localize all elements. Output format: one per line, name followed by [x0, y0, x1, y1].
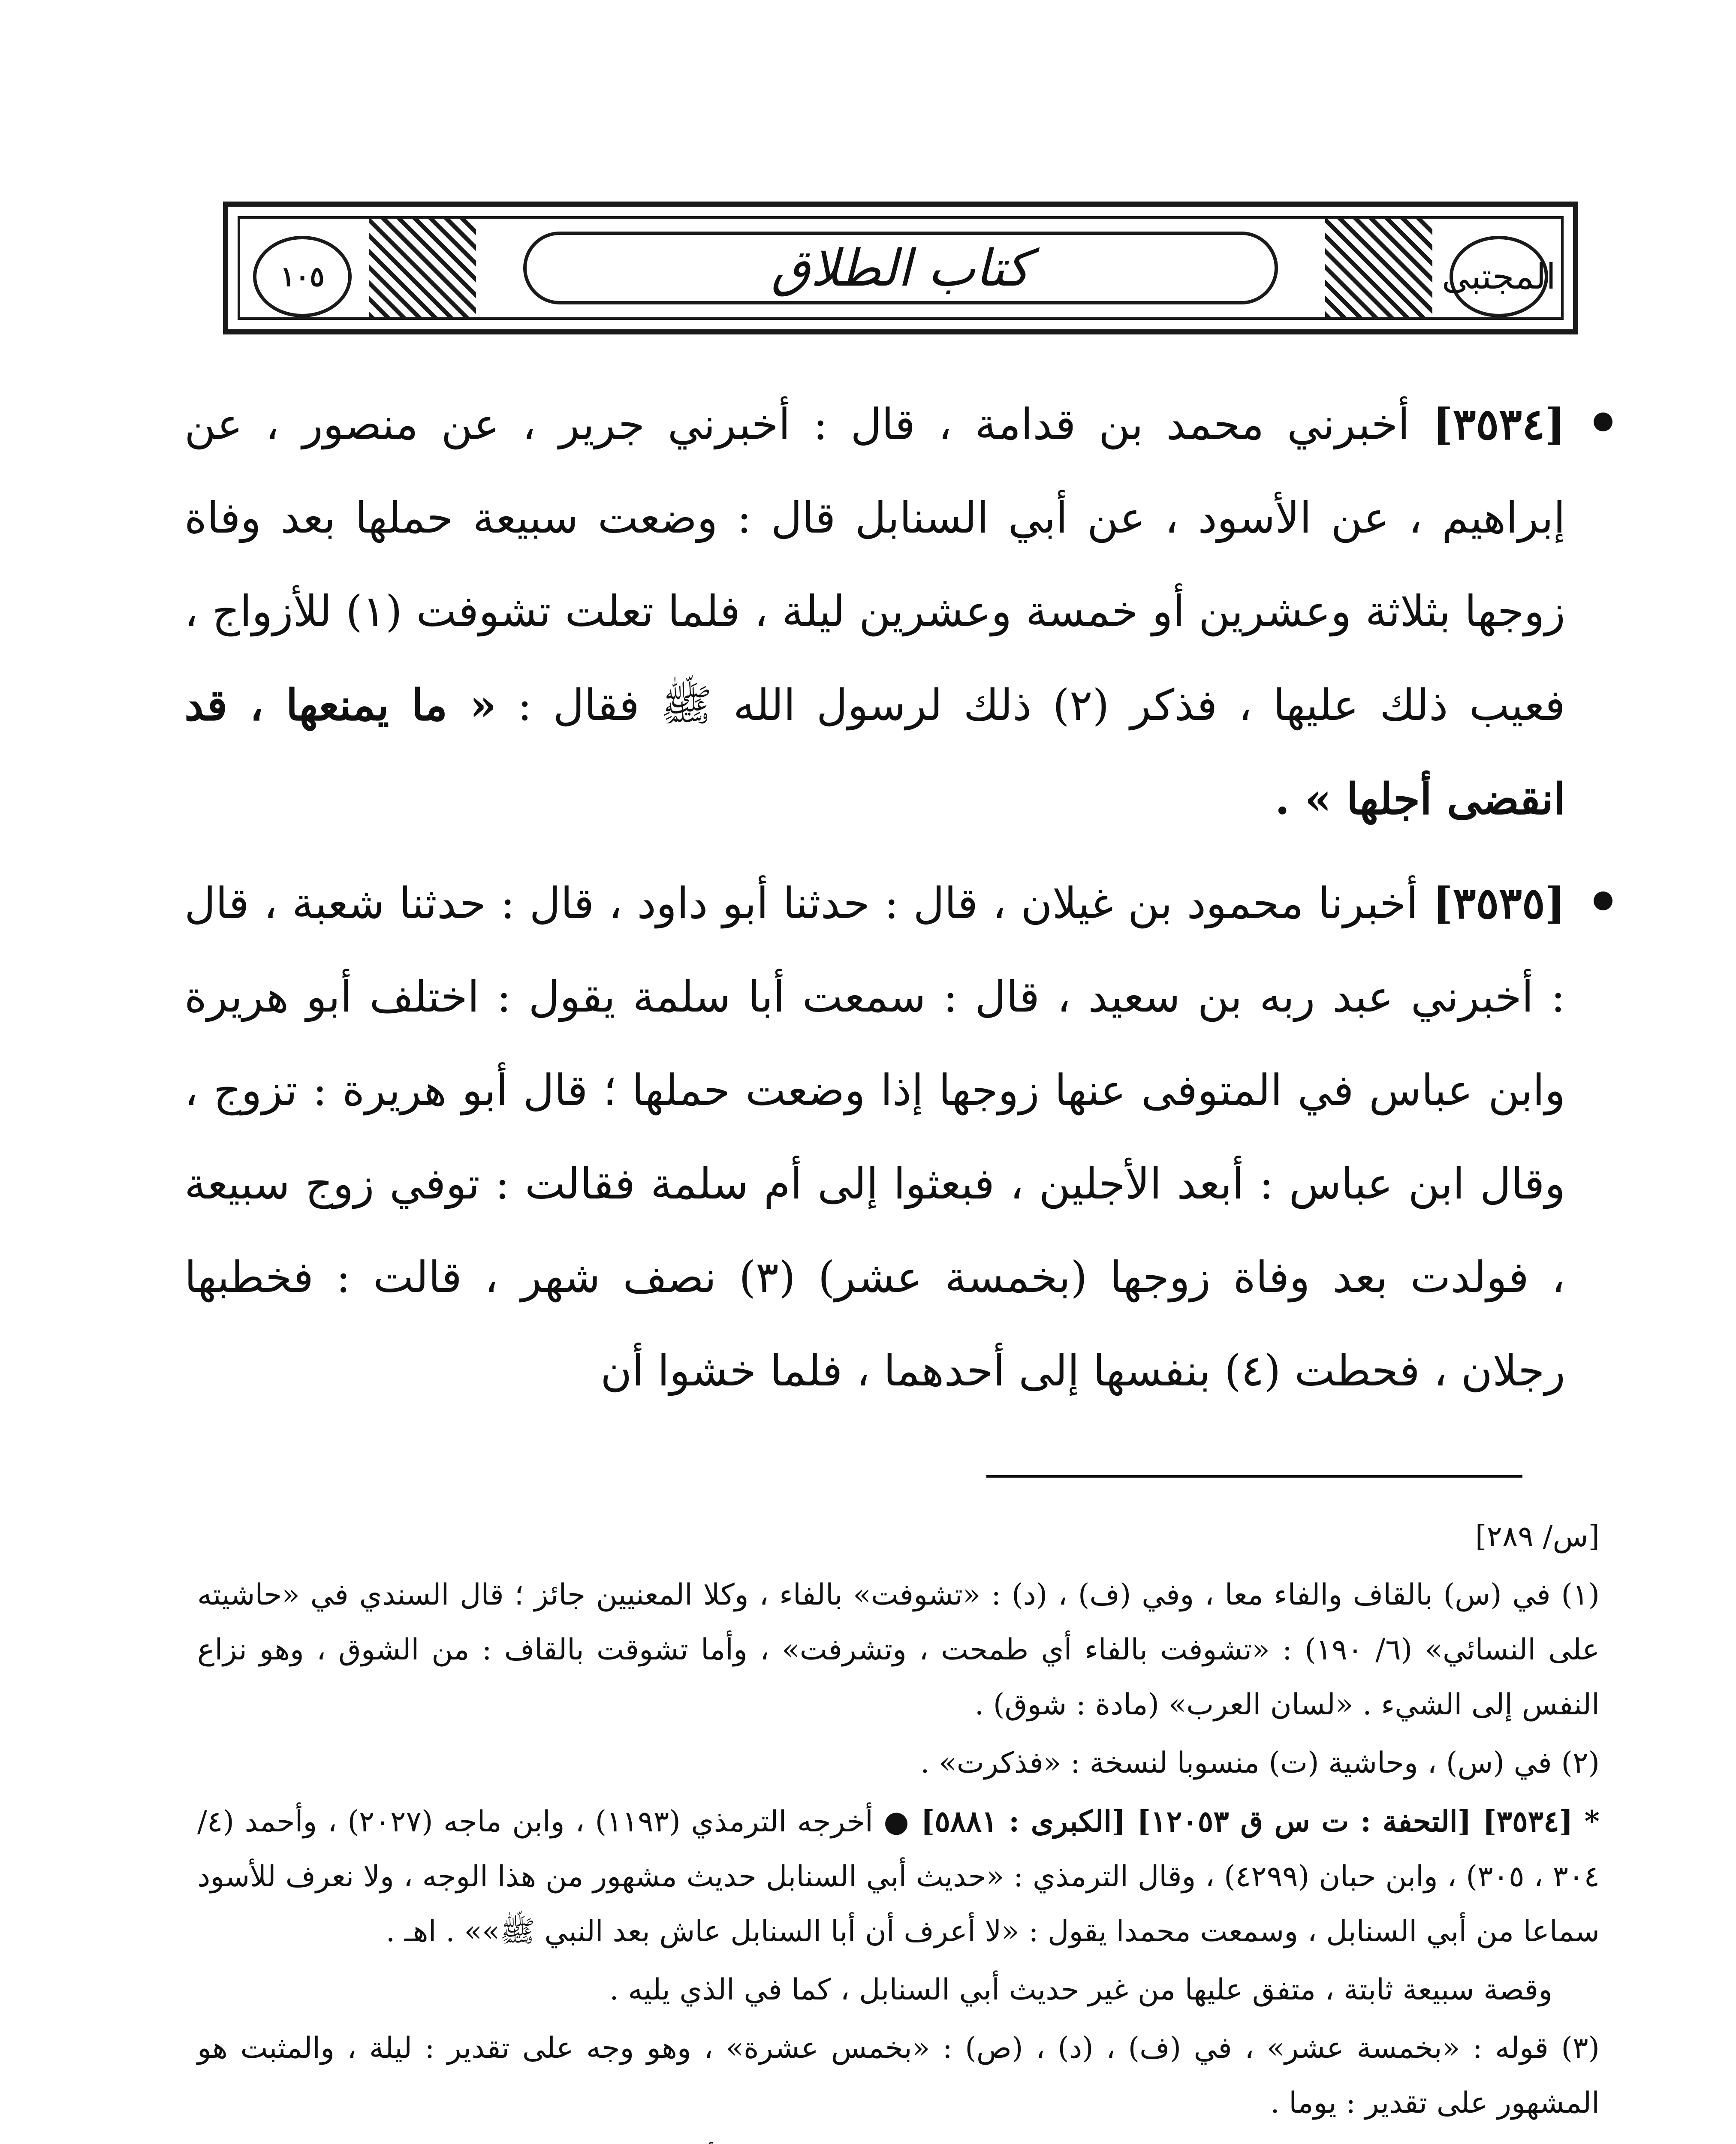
prophetic-quote: « ما يمنعها ، قد انقضى أجلها » . [184, 680, 1565, 824]
takhrij-text: ● أخرجه الترمذي (١١٩٣) ، وابن ماجه (٢٠٢٧) ، وأحمد (٤/ ٣٠٤ ، ٣٠٥) ، وابن حبان (٤٢٩٩) ، وقال الترمذي : «حديث أبي السنابل حديث مشهور من هذا الوجه ، ولا نعرف للأسود سماعا من أبي السنابل ، وسمعت محمدا يقول : «لا أعرف أن أبا السنابل عاش بعد النبي ﷺ»» . اهـ . [197, 1805, 1600, 1948]
footnote-3: (٣) قوله : «بخمسة عشر» ، في (ف) ، (د) ، (ص) : «بخمس عشرة» ، وهو وجه على تقدير : ليلة ، والمثبت هو المشهور على تقدير : يوما . [197, 2031, 1600, 2120]
footnote-4 [197, 2134, 1600, 2144]
hadith-entry [184, 856, 1612, 1418]
hadith-entry [184, 377, 1612, 846]
ornament-right [1325, 219, 1432, 317]
hadith-number: [٣٥٣٥] [1432, 878, 1565, 928]
hadith-text: أخبرنا محمود بن غيلان ، قال : حدثنا أبو داود ، قال : حدثنا شعبة ، قال : أخبرني عبد ربه بن سعيد ، قال : سمعت أبا سلمة يقول : اختلف أبو هريرة وابن عباس في المتوفى عنها زوجها إذا وضعت حملها ؛ قال أبو هريرة : تزوج ، وقال ابن عباس : أبعد الأجلين ، فبعثوا إلى أم سلمة فقالت : توفي زوج سبيعة ، فولدت بعد وفاة زوجها (بخمسة عشر) (٣) نصف شهر ، قالت : فخطبها رجلان ، فحطت (٤) بنفسها إلى أحدهما ، فلما خشوا أن [184, 878, 1565, 1396]
chapter-title: كتاب الطلاق [523, 232, 1278, 304]
header-frame [238, 216, 1564, 320]
folio-reference: [س/ ٢٨٩] [1475, 1520, 1600, 1554]
hadith-number: [٣٥٣٤] [1432, 399, 1565, 449]
bullet-icon [1594, 891, 1612, 910]
book-name-logo: المجتبى [1450, 236, 1548, 317]
main-text [184, 377, 1612, 1428]
footnotes [197, 1509, 1600, 2144]
takhrij-label: * [٣٥٣٤] [التحفة : ت س ق ١٢٠٥٣] [الكبرى : ٥٨٨١] [921, 1804, 1600, 1839]
takhrij-note [197, 1794, 1600, 1959]
bullet-icon [1594, 413, 1612, 431]
footnote-2: (٢) في (س) ، وحاشية (ت) منسوبا لنسخة : «فذكرت» . [920, 1746, 1600, 1780]
hadith-text: أخبرني محمد بن قدامة ، قال : أخبرني جرير ، عن منصور ، عن إبراهيم ، عن الأسود ، عن أبي السنابل قال : وضعت سبيعة حملها بعد وفاة زوجها بثلاثة وعشرين أو خمسة وعشرين ليلة ، فلما تعلت تشوفت (١) للأزواج ، فعيب ذلك عليها ، فذكر (٢) ذلك لرسول الله ﷺ فقال : [184, 399, 1566, 730]
page-number: ١٠٥ [253, 236, 352, 317]
takhrij-extra: وقصة سبيعة ثابتة ، متفق عليها من غير حديث أبي السنابل ، كما في الذي يليه . [609, 1973, 1552, 2007]
footnote-1: (١) في (س) بالقاف والفاء معا ، وفي (ف) ، (د) : «تشوفت» بالفاء ، وكلا المعنيين جائز ؛ قال السندي في «حاشيته على النسائي» (٦/ ١٩٠) : «تشوفت بالفاء أي طمحت ، وتشرفت» ، وأما تشوقت بالقاف : من الشوق ، وهو نزاع النفس إلى الشيء . «لسان العرب» (مادة : شوق) . [197, 1578, 1600, 1722]
page-header [223, 202, 1578, 334]
footnote-separator [986, 1475, 1522, 1478]
ornament-left [369, 219, 476, 317]
